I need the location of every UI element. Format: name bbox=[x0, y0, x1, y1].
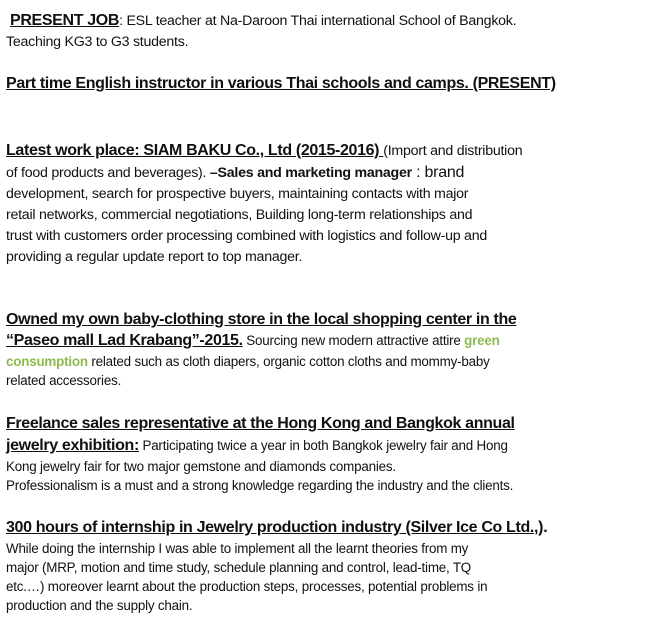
latest-work-line1: (Import and distribution bbox=[383, 143, 523, 159]
present-job-line2: Teaching KG3 to G3 students. bbox=[6, 34, 189, 50]
green-consumption-highlight-1: green bbox=[464, 333, 500, 348]
latest-work-line6: providing a regular update report to top manager. bbox=[6, 249, 303, 265]
latest-work-line4: retail networks, commercial negotiations, Building long-term relationships and bbox=[6, 207, 473, 223]
latest-work-line2-pre: of food products and beverages). bbox=[6, 165, 210, 181]
internship-line2: major (MRP, motion and time study, schedule planning and control, lead-time, TQ bbox=[6, 560, 472, 575]
present-job-section bbox=[6, 10, 516, 53]
freelance-heading-line2: jewelry exhibition: bbox=[6, 437, 139, 454]
baby-store-line2: Sourcing new modern attractive attire bbox=[242, 333, 465, 348]
latest-work-line2-post: : brand bbox=[411, 164, 465, 181]
latest-work-line5: trust with customers order processing combined with logistics and follow-up and bbox=[6, 228, 487, 244]
internship-heading: 300 hours of internship in Jewelry production industry (Silver Ice Co Ltd. bbox=[6, 519, 534, 536]
freelance-line3: Kong jewelry fair for two major gemstone and diamonds companies. bbox=[6, 459, 396, 474]
latest-work-heading: Latest work place: SIAM BAKU Co., Ltd (2015-2016) bbox=[6, 142, 384, 159]
internship-line4: production and the supply chain. bbox=[6, 598, 193, 613]
baby-store-heading-line1: Owned my own baby-clothing store in the local shopping center in the bbox=[6, 311, 517, 328]
baby-store-section bbox=[6, 309, 516, 390]
green-consumption-highlight-2: consumption bbox=[6, 354, 88, 369]
internship-section bbox=[6, 517, 547, 615]
baby-store-line4: related accessories. bbox=[6, 373, 122, 388]
latest-work-role: –Sales and marketing manager bbox=[209, 165, 412, 181]
present-job-label: PRESENT JOB bbox=[10, 12, 120, 29]
baby-store-heading-line2: “Paseo mall Lad Krabang”-2015. bbox=[6, 332, 243, 349]
internship-line3: etc.…) moreover learnt about the production steps, processes, potential problems in bbox=[6, 579, 488, 594]
internship-heading-tail: ,). bbox=[533, 519, 548, 536]
present-job-text: : ESL teacher at Na-Daroon Thai international School of Bangkok. bbox=[119, 13, 517, 29]
baby-store-line3: related such as cloth diapers, organic cotton cloths and mommy-baby bbox=[87, 354, 490, 369]
part-time-section bbox=[6, 73, 556, 94]
freelance-line2: Participating twice a year in both Bangkok jewelry fair and Hong bbox=[138, 438, 508, 453]
latest-work-section bbox=[6, 140, 522, 268]
freelance-line4: Professionalism is a must and a strong knowledge regarding the industry and the clients. bbox=[6, 478, 514, 493]
internship-line1: While doing the internship I was able to implement all the learnt theories from my bbox=[6, 541, 469, 556]
freelance-section bbox=[6, 413, 515, 495]
part-time-heading: Part time English instructor in various Thai schools and camps. (PRESENT) bbox=[6, 75, 556, 92]
latest-work-line3: development, search for prospective buyers, maintaining contacts with major bbox=[6, 186, 469, 202]
freelance-heading-line1: Freelance sales representative at the Hong Kong and Bangkok annual bbox=[6, 415, 515, 432]
